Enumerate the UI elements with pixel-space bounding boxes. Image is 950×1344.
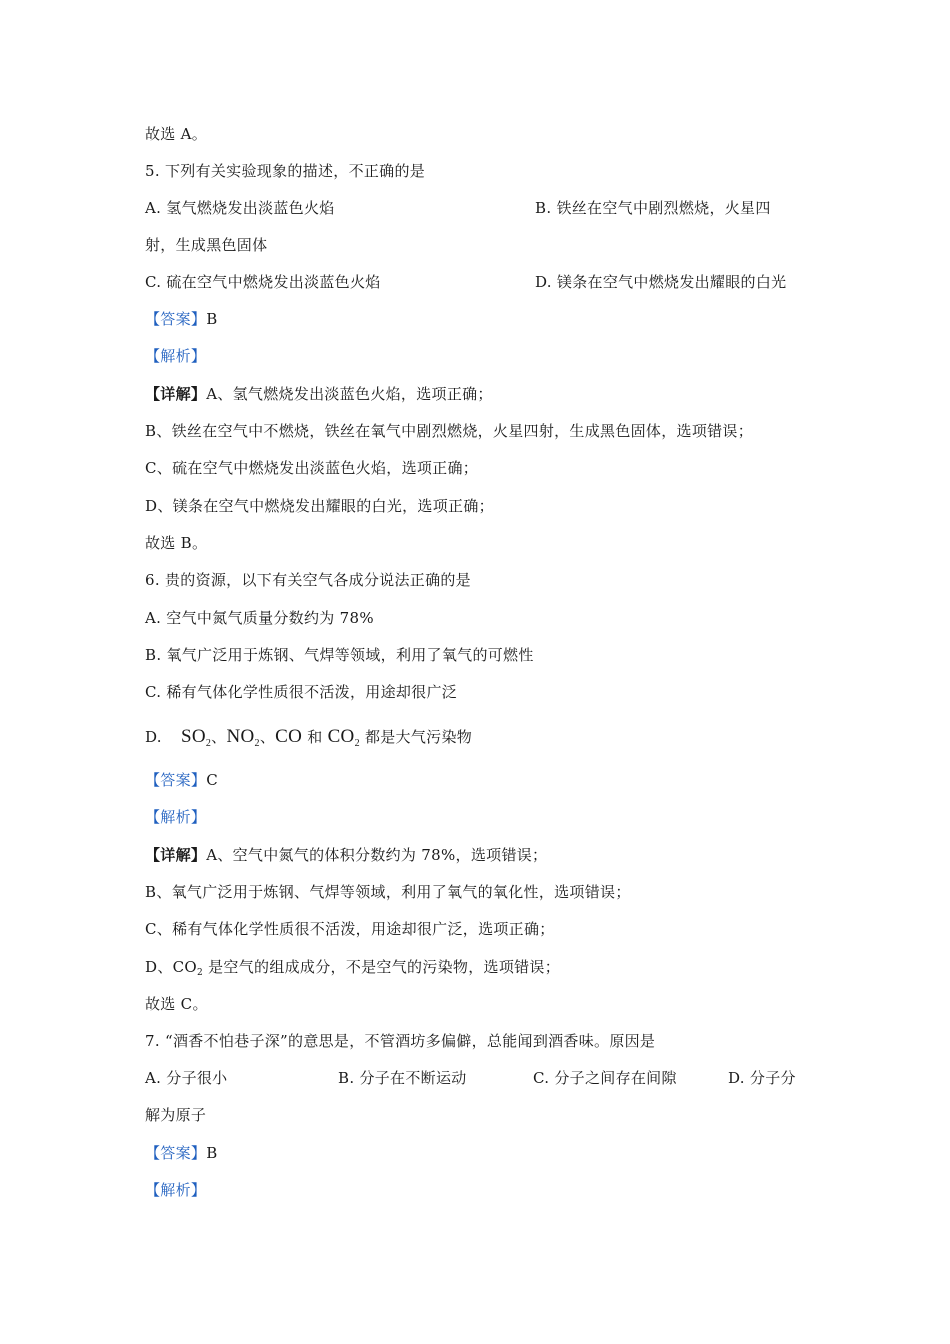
q6-stem: 6. 贵的资源，以下有关空气各成分说法正确的是 <box>145 571 471 589</box>
co-text: CO <box>327 726 355 747</box>
answer-tag: 【答案】 <box>145 1144 207 1162</box>
subscript: 2 <box>354 738 360 749</box>
detail-text: D、CO <box>145 958 198 976</box>
q5-detail-2: B、铁丝在空气中不燃烧，铁丝在氧气中剧烈燃烧，火星四射，生成黑色固体，选项错误； <box>145 422 754 440</box>
q6-detail-1 <box>145 845 547 865</box>
q6-option-c: C. 稀有气体化学性质很不活泼，用途却很广泛 <box>145 683 458 701</box>
formula-so2 <box>181 726 211 747</box>
q5-conclusion: 故选 B。 <box>145 534 208 552</box>
answer-tag: 【答案】 <box>145 771 207 789</box>
q7-option-a: A. 分子很小 <box>145 1069 228 1087</box>
answer-value: B <box>206 1144 218 1162</box>
so-text: SO <box>180 726 206 747</box>
option-label: D. <box>145 728 162 746</box>
detail-tag: 【详解】 <box>145 385 207 403</box>
q5-detail-1 <box>145 384 493 404</box>
q5-analysis-tag <box>145 346 206 366</box>
q5-option-d: D. 镁条在空气中燃烧发出耀眼的白光 <box>535 273 787 291</box>
q6-detail-3: C、稀有气体化学性质很不活泼，用途却很广泛，选项正确； <box>145 920 555 938</box>
q5-detail-4: D、镁条在空气中燃烧发出耀眼的白光，选项正确； <box>145 497 494 515</box>
conclusion-prev: 故选 A。 <box>145 125 208 143</box>
option-text: 都是大气污染物 <box>359 728 473 746</box>
q5-answer-line <box>145 309 218 329</box>
answer-tag: 【答案】 <box>145 310 207 328</box>
q7-analysis-tag <box>145 1180 206 1200</box>
q6-detail-4 <box>145 957 560 983</box>
q5-option-a: A. 氢气燃烧发出淡蓝色火焰 <box>145 199 335 217</box>
formula-co: CO <box>275 726 303 747</box>
q5-option-b-cont: 射，生成黑色固体 <box>145 236 268 254</box>
subscript: 2 <box>254 738 260 749</box>
q5-option-c: C. 硫在空气中燃烧发出淡蓝色火焰 <box>145 273 381 291</box>
q5-detail-3: C、硫在空气中燃烧发出淡蓝色火焰，选项正确； <box>145 459 479 477</box>
analysis-tag: 【解析】 <box>145 347 207 365</box>
q7-option-d-cont: 解为原子 <box>145 1106 207 1124</box>
no-text: NO <box>226 726 255 747</box>
answer-value: B <box>206 310 218 328</box>
q7-option-b: B. 分子在不断运动 <box>338 1069 467 1087</box>
formula-co2 <box>328 726 360 747</box>
q5-option-b: B. 铁丝在空气中剧烈燃烧，火星四 <box>535 199 771 217</box>
separator: 、 <box>211 728 227 746</box>
subscript: 2 <box>205 738 212 749</box>
q6-analysis-tag <box>145 807 206 827</box>
q6-detail-2: B、氧气广泛用于炼钢、气焊等领域，利用了氧气的氧化性，选项错误； <box>145 883 631 901</box>
analysis-tag: 【解析】 <box>145 1181 207 1199</box>
q5-stem: 5. 下列有关实验现象的描述，不正确的是 <box>145 162 426 180</box>
q6-option-b: B. 氧气广泛用于炼钢、气焊等领域，利用了氧气的可燃性 <box>145 646 534 664</box>
formula-no2 <box>226 726 259 747</box>
answer-value: C <box>206 771 218 789</box>
detail-tag: 【详解】 <box>145 846 207 864</box>
q7-stem: 7. “酒香不怕巷子深”的意思是，不管酒坊多偏僻，总能闻到酒香味。原因是 <box>145 1032 656 1050</box>
subscript: 2 <box>197 968 204 978</box>
separator: 、 <box>259 728 276 746</box>
detail-text: A、氢气燃烧发出淡蓝色火焰，选项正确； <box>206 385 493 403</box>
q7-answer-line <box>145 1143 218 1163</box>
analysis-tag: 【解析】 <box>145 808 207 826</box>
q6-conclusion: 故选 C。 <box>145 995 208 1013</box>
q7-option-c: C. 分子之间存在间隙 <box>533 1069 677 1087</box>
q6-option-d <box>145 724 472 757</box>
q7-option-d: D. 分子分 <box>728 1069 796 1087</box>
detail-text: A、空气中氮气的体积分数约为 78%，选项错误； <box>206 846 548 864</box>
q6-answer-line <box>145 770 218 790</box>
q6-option-a: A. 空气中氮气质量分数约为 78% <box>145 609 374 627</box>
conjunction: 和 <box>302 728 328 746</box>
detail-text: 是空气的组成成分，不是空气的污染物，选项错误； <box>203 958 561 976</box>
